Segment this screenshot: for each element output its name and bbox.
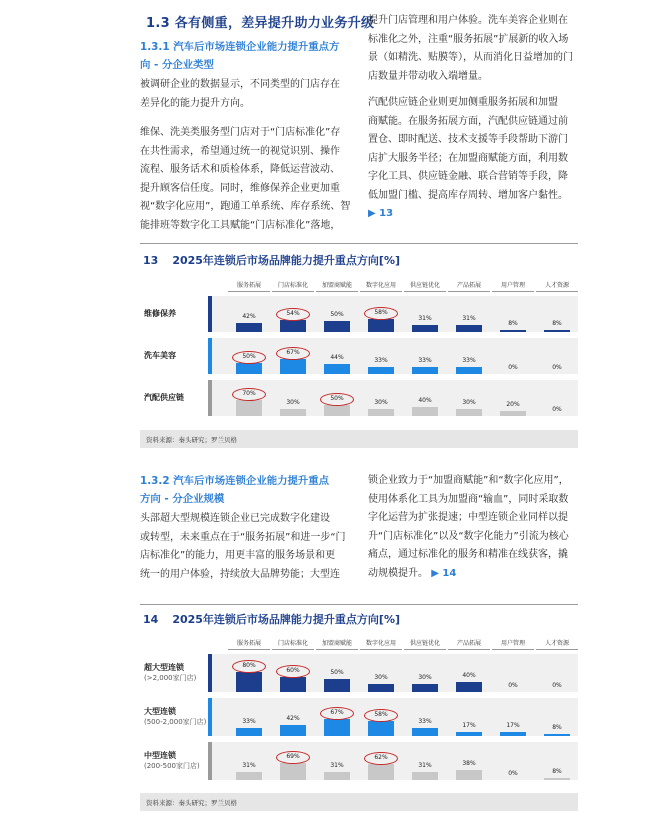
row-label-text: 洗车美容 [144, 351, 176, 360]
bar [412, 684, 438, 692]
column-header: 加盟商赋能 [316, 638, 358, 650]
bar [236, 323, 262, 332]
bar [368, 684, 394, 692]
bar-value-label: 0% [508, 770, 518, 777]
bar-value-label: 42% [242, 313, 256, 320]
bar-value-label: 0% [508, 364, 518, 371]
column-header: 数字化应用 [360, 280, 402, 292]
figure-title-text: 2025年连锁后市场品牌能力提升重点方向[%] [172, 613, 401, 626]
bar-value-label: 50% [330, 311, 344, 318]
bar [456, 682, 482, 692]
bar [368, 721, 394, 736]
col2-paragraph-2 [368, 94, 580, 224]
bar [500, 732, 526, 736]
bar-value-label: 50% [330, 669, 344, 676]
highlight-circle [320, 707, 354, 720]
bar [324, 679, 350, 692]
figure-title-text: 2025年连锁后市场品牌能力提升重点方向[%] [172, 254, 401, 267]
bar [456, 732, 482, 736]
bar [412, 407, 438, 416]
row-label-text: 超大型连锁 [144, 663, 184, 672]
bar [368, 319, 394, 332]
figure-14-chart [140, 638, 578, 792]
bar [500, 330, 526, 332]
column-header: 人才资源 [536, 280, 578, 292]
bar-value-label: 30% [374, 674, 388, 681]
figure-13-chart [140, 280, 578, 430]
bar [456, 409, 482, 416]
text-line: 低加盟门槛、提高库存周转、增加客户黏性。 [368, 189, 568, 201]
col1-paragraph-2 [140, 124, 355, 235]
bar [236, 400, 262, 416]
subsection-title-2-line1: 1.3.2 汽车后市场连锁企业能力提升重点 [140, 475, 330, 487]
bar-value-label: 44% [330, 354, 344, 361]
bar [280, 725, 306, 736]
subsection-title-1-line1: 1.3.1 汽车后市场连锁企业能力提升重点方 [140, 41, 340, 53]
highlight-circle [364, 752, 398, 765]
column-header: 门店标准化 [272, 638, 314, 650]
highlight-circle [276, 347, 310, 360]
bar [280, 677, 306, 692]
bar-value-label: 70% [242, 390, 256, 397]
bar-value-label: 8% [552, 724, 562, 731]
row-label-text: 大型连锁 [144, 707, 176, 716]
highlight-circle [276, 665, 310, 678]
text-line: 使用体系化工具为加盟商“输血”，同时采取数 [368, 493, 569, 505]
column-header: 供应链优化 [404, 638, 446, 650]
bar-value-label: 40% [462, 672, 476, 679]
text-line: 流程、服务话术和质检体系，降低运营波动、 [140, 164, 340, 175]
bar-value-label: 80% [242, 662, 256, 669]
subsection-title-1-line2: 向 - 分企业类型 [140, 59, 214, 71]
text-line: 能排班等数字化工具赋能“门店标准化”落地， [140, 219, 341, 231]
bar [324, 321, 350, 332]
subsection-title-2 [140, 472, 360, 508]
bar-value-label: 40% [418, 397, 432, 404]
bar-value-label: 31% [330, 762, 344, 769]
bar [368, 764, 394, 780]
bar-value-label: 38% [462, 760, 476, 767]
bar [236, 772, 262, 780]
text-line: 痛点，通过标准化的服务和精准在线获客，撬 [368, 549, 568, 560]
highlight-circle [364, 709, 398, 722]
bar-value-label: 54% [286, 310, 300, 317]
bar-value-label: 17% [506, 722, 520, 729]
figure-ref-14[interactable]: ▶ 14 [431, 567, 457, 579]
bar [456, 367, 482, 374]
highlight-circle [276, 751, 310, 764]
figure-13-source: 资料来源：秦头研究；罗兰贝格 [140, 430, 578, 448]
figure-13-title [143, 252, 400, 268]
bar [368, 409, 394, 416]
column-header: 加盟商赋能 [316, 280, 358, 292]
bar-value-label: 0% [508, 682, 518, 689]
row-label [144, 308, 176, 319]
column-header: 服务拓展 [228, 638, 270, 650]
row-label-text: 中型连锁 [144, 751, 176, 760]
column-header: 人才资源 [536, 638, 578, 650]
bar-value-label: 8% [552, 768, 562, 775]
bar [280, 359, 306, 374]
highlight-circle [276, 308, 310, 321]
bar [324, 719, 350, 736]
bar-value-label: 31% [418, 762, 432, 769]
highlight-circle [232, 351, 266, 364]
bar-value-label: 67% [330, 709, 344, 716]
row-label-text: 维修保养 [144, 309, 176, 318]
row-label [144, 350, 176, 361]
text-line: 商赋能。在服务拓展方面，汽配供应链通过前 [368, 115, 568, 127]
bar-value-label: 58% [374, 309, 388, 316]
bar-value-label: 20% [506, 401, 520, 408]
col1-paragraph-1 [140, 76, 355, 113]
bar-value-label: 62% [374, 754, 388, 761]
bar [500, 411, 526, 416]
bar [280, 320, 306, 332]
text-line: 或转型，未来重点在于“服务拓展”和进一步“门 [140, 531, 346, 543]
bar-value-label: 58% [374, 711, 388, 718]
col3-paragraph-1 [140, 510, 355, 584]
subsection-title-2-line2: 方向 - 分企业规模 [140, 493, 225, 505]
bar-value-label: 33% [418, 357, 432, 364]
bar [544, 734, 570, 736]
bar-value-label: 30% [374, 399, 388, 406]
bar [368, 367, 394, 374]
bar [412, 728, 438, 736]
figure-14-source: 资料来源：秦头研究；罗兰贝格 [140, 793, 578, 811]
text-line: 提升门店管理和用户体验。洗车美容企业则在 [368, 15, 568, 26]
row-label-text: 汽配供应链 [144, 393, 184, 402]
bar-value-label: 50% [330, 395, 344, 402]
figure-number: 13 [143, 254, 159, 267]
bar-value-label: 69% [286, 753, 300, 760]
row-label [144, 662, 196, 684]
column-header: 数字化应用 [360, 638, 402, 650]
bar-value-label: 33% [418, 718, 432, 725]
text-line: 维保、洗美类服务型门店对于“门店标准化”存 [140, 127, 341, 138]
col2-paragraph-1 [368, 12, 580, 86]
bar-value-label: 50% [242, 353, 256, 360]
subsection-title-1 [140, 38, 360, 74]
text-line: 标准化之外，注重“服务拓展”扩展新的收入场 [368, 33, 569, 45]
column-header: 产品拓展 [448, 280, 490, 292]
highlight-circle [232, 660, 266, 673]
bar [324, 364, 350, 374]
row-label-sub: (200-500家门店) [144, 762, 200, 770]
text-line: 差异化的能力提升方向。 [140, 97, 250, 109]
bar [324, 772, 350, 780]
section-title: 1.3 各有侧重，差异提升助力业务升级 [146, 16, 375, 31]
text-line: 统一的用户体验，持续放大品牌势能；大型连 [140, 568, 340, 580]
text-line: 在共性需求，希望通过统一的视觉识别、操作 [140, 145, 340, 157]
bar-value-label: 42% [286, 715, 300, 722]
bar [412, 325, 438, 332]
text-line: 头部超大型规模连锁企业已完成数字化建设 [140, 513, 330, 524]
text-line: 店扩大服务半径；在加盟商赋能方面，利用数 [368, 152, 568, 164]
bar [280, 763, 306, 780]
figure-number: 14 [143, 613, 159, 626]
text-line: 锁企业致力于“加盟商赋能”和“数字化应用”， [368, 475, 569, 486]
bar-value-label: 67% [286, 349, 300, 356]
bar [236, 363, 262, 374]
column-header: 产品拓展 [448, 638, 490, 650]
text-line: 字化运营为扩张提速；中型连锁企业同样以提 [368, 512, 568, 523]
bar-value-label: 30% [462, 399, 476, 406]
text-line: 置仓、即时配送、技术支援等手段帮助下游门 [368, 134, 568, 145]
bar-value-label: 17% [462, 722, 476, 729]
bar-value-label: 60% [286, 667, 300, 674]
col4-paragraph-1 [368, 472, 580, 583]
bar-value-label: 30% [418, 674, 432, 681]
bar [236, 672, 262, 692]
text-line: 景（如精洗、贴膜等），从而消化日益增加的门 [368, 52, 573, 63]
row-label [144, 392, 184, 403]
bar [280, 409, 306, 416]
bar [456, 325, 482, 332]
column-header: 门店标准化 [272, 280, 314, 292]
text-line: 字化工具、供应链金融、联合营销等手段，降 [368, 171, 568, 182]
bar-value-label: 0% [552, 682, 562, 689]
column-header: 服务拓展 [228, 280, 270, 292]
text-line: 升“门店标准化”以及“数字化能力”引流为核心 [368, 530, 569, 542]
bar-value-label: 33% [374, 357, 388, 364]
figure-ref-13[interactable]: ▶ 13 [368, 208, 394, 219]
highlight-circle [364, 307, 398, 320]
column-header: 供应链优化 [404, 280, 446, 292]
column-header: 用户管理 [492, 280, 534, 292]
bar [412, 772, 438, 780]
row-label [144, 750, 200, 772]
figure-14-title [143, 611, 400, 627]
bar-value-label: 31% [242, 762, 256, 769]
text-line: 店标准化”的能力，用更丰富的服务场景和更 [140, 550, 336, 561]
bar [544, 330, 570, 332]
divider [140, 243, 578, 244]
bar [236, 728, 262, 736]
text-line: 视“数字化应用”，跑通工单系统、库存系统、智 [140, 201, 351, 212]
highlight-circle [320, 393, 354, 406]
bar-value-label: 30% [286, 399, 300, 406]
bar [412, 367, 438, 374]
text-line: 提升顾客信任度。同时，维修保养企业更加重 [140, 182, 340, 194]
column-header: 用户管理 [492, 638, 534, 650]
text-line: 被调研企业的数据显示，不同类型的门店存在 [140, 79, 340, 90]
text-line: 店数量并带动收入端增量。 [368, 70, 488, 82]
divider [140, 604, 578, 605]
row-label-sub: (500-2,000家门店) [144, 718, 207, 726]
bar-value-label: 31% [462, 315, 476, 322]
bar [324, 405, 350, 416]
row-label-sub: (>2,000家门店) [144, 674, 197, 682]
bar [456, 770, 482, 780]
text-line: 动规模提升。 [368, 567, 428, 579]
bar-value-label: 31% [418, 315, 432, 322]
bar-value-label: 8% [508, 320, 518, 327]
text-line: 汽配供应链企业则更加侧重服务拓展和加盟 [368, 97, 558, 108]
bar-value-label: 33% [462, 357, 476, 364]
row-label [144, 706, 206, 728]
bar [544, 778, 570, 780]
bar-value-label: 8% [552, 320, 562, 327]
bar-value-label: 0% [552, 406, 562, 413]
bar-value-label: 0% [552, 364, 562, 371]
highlight-circle [232, 388, 266, 401]
bar-value-label: 33% [242, 718, 256, 725]
